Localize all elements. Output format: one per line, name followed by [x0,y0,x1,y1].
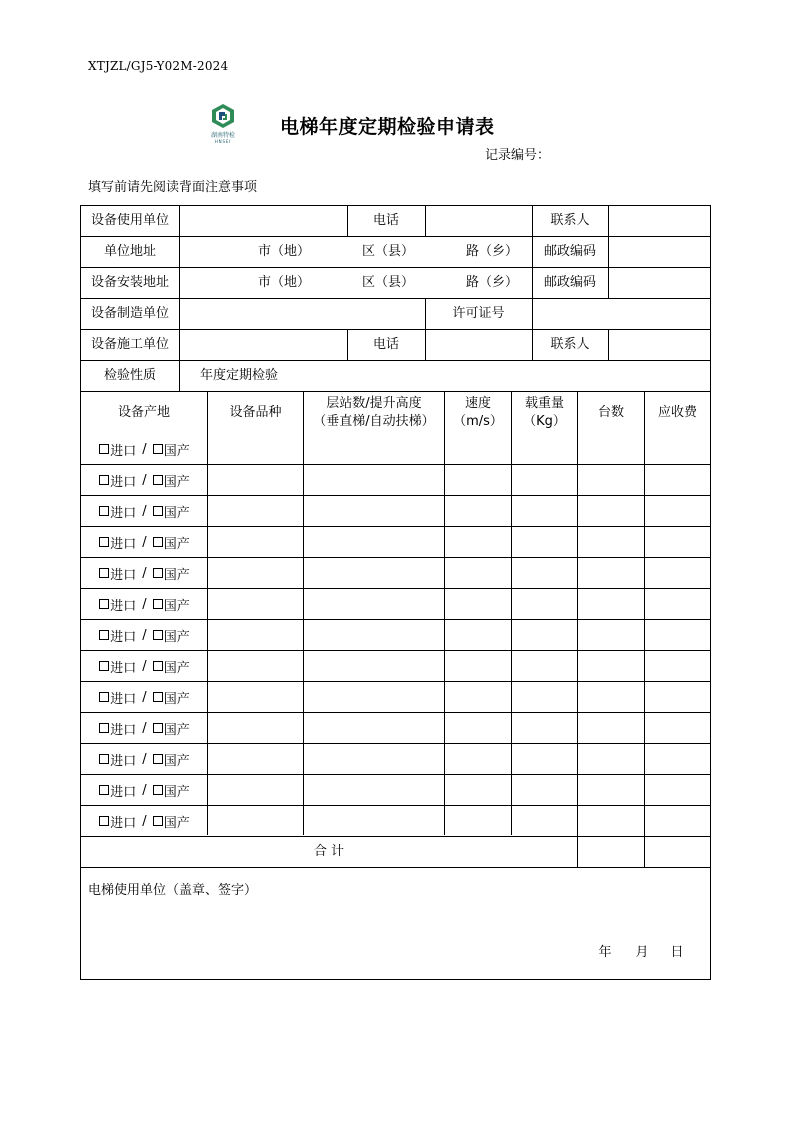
logo-subtext: HNSEI [214,139,232,144]
origin-separator: / [142,627,147,643]
column-floors [304,392,444,433]
label-postcode: 邮政编码 [543,244,596,260]
domestic-checkbox[interactable] [153,754,163,764]
label-inspection-type: 检验性质 [103,368,156,384]
imported-checkbox[interactable] [99,630,109,640]
domestic-checkbox[interactable] [153,785,163,795]
floors-field[interactable] [304,496,444,526]
fee-field[interactable] [645,558,710,588]
user-contact-field[interactable] [609,206,710,236]
record-number-label: 记录编号： [485,148,551,163]
imported-label: 进口 [110,536,137,552]
count-field[interactable] [578,496,644,526]
origin-separator: / [142,658,147,674]
imported-label: 进口 [110,505,137,521]
total-fee-field[interactable] [645,836,710,867]
date-month: 月 [635,945,649,961]
imported-checkbox[interactable] [99,723,109,733]
column-fee: 应收费 [657,404,697,420]
variety-field[interactable] [208,620,303,650]
domestic-label: 国产 [163,567,190,583]
load-field[interactable] [512,558,577,588]
load-field[interactable] [512,651,577,681]
speed-field[interactable] [445,713,511,743]
variety-field[interactable] [208,589,303,619]
origin-choice [81,806,208,836]
label-unit-address: 单位地址 [103,244,156,260]
constructor-phone-field[interactable] [426,330,532,360]
load-field[interactable] [512,744,577,774]
domestic-label: 国产 [163,505,190,521]
count-field[interactable] [578,775,644,805]
count-field[interactable] [578,434,644,464]
column-load-line2: （Kg） [523,413,566,429]
domestic-checkbox[interactable] [153,475,163,485]
origin-separator: / [142,565,147,581]
imported-checkbox[interactable] [99,816,109,826]
install-postcode-field[interactable] [609,268,710,298]
label-manufacturer: 设备制造单位 [90,306,169,322]
date-year: 年 [598,945,612,961]
imported-checkbox[interactable] [99,754,109,764]
logo-icon [210,103,236,129]
origin-separator: / [142,782,147,798]
imported-label: 进口 [110,567,137,583]
page-title: 电梯年度定期检验申请表 [280,116,495,138]
imported-label: 进口 [110,753,137,769]
imported-label: 进口 [110,598,137,614]
constructor-contact-field[interactable] [609,330,710,360]
count-field[interactable] [578,527,644,557]
label-install-address: 设备安装地址 [90,275,169,291]
application-form [80,205,711,980]
domestic-label: 国产 [163,753,190,769]
load-field[interactable] [512,713,577,743]
domestic-checkbox[interactable] [153,692,163,702]
unit-address-city: 市（地） [257,244,310,260]
install-address-city: 市（地） [257,275,310,291]
imported-label: 进口 [110,443,137,459]
variety-field[interactable] [208,465,303,495]
domestic-checkbox[interactable] [153,630,163,640]
origin-separator: / [142,689,147,705]
origin-choice [81,527,208,557]
column-load-line1: 载重量 [524,395,564,411]
domestic-label: 国产 [163,784,190,800]
load-field[interactable] [512,465,577,495]
speed-field[interactable] [445,775,511,805]
domestic-label: 国产 [163,722,190,738]
floors-field[interactable] [304,558,444,588]
speed-field[interactable] [445,434,511,464]
origin-choice [81,713,208,743]
speed-field[interactable] [445,682,511,712]
column-floors-line1: 层站数/提升高度 [326,395,422,411]
imported-checkbox[interactable] [99,568,109,578]
origin-separator: / [142,503,147,519]
count-field[interactable] [578,558,644,588]
imported-checkbox[interactable] [99,444,109,454]
origin-separator: / [142,720,147,736]
column-count: 台数 [597,404,624,420]
origin-separator: / [142,534,147,550]
imported-label: 进口 [110,722,137,738]
license-no-field[interactable] [533,299,710,329]
origin-choice [81,465,208,495]
imported-checkbox[interactable] [99,599,109,609]
imported-label: 进口 [110,784,137,800]
fee-field[interactable] [645,620,710,650]
imported-checkbox[interactable] [99,661,109,671]
user-phone-field[interactable] [426,206,532,236]
fee-field[interactable] [645,496,710,526]
column-speed [445,392,511,433]
count-field[interactable] [578,806,644,836]
variety-field[interactable] [208,682,303,712]
unit-address-district: 区（县） [361,244,414,260]
column-variety: 设备品种 [229,404,282,420]
imported-checkbox[interactable] [99,692,109,702]
origin-separator: / [142,472,147,488]
load-field[interactable] [512,589,577,619]
load-field[interactable] [512,775,577,805]
unit-address-road: 路（乡） [465,244,518,260]
origin-separator: / [142,813,147,829]
imported-label: 进口 [110,815,137,831]
origin-separator: / [142,596,147,612]
floors-field[interactable] [304,744,444,774]
variety-field[interactable] [208,775,303,805]
origin-choice [81,496,208,526]
domestic-checkbox[interactable] [153,506,163,516]
speed-field[interactable] [445,465,511,495]
label-contact: 联系人 [550,213,590,229]
signature-label: 电梯使用单位（盖章、签字） [88,883,258,899]
imported-checkbox[interactable] [99,785,109,795]
imported-label: 进口 [110,629,137,645]
domestic-checkbox[interactable] [153,568,163,578]
domestic-label: 国产 [163,443,190,459]
load-field[interactable] [512,496,577,526]
load-field[interactable] [512,434,577,464]
imported-label: 进口 [110,660,137,676]
floors-field[interactable] [304,465,444,495]
inspection-type-value: 年度定期检验 [200,368,279,384]
count-field[interactable] [578,620,644,650]
fee-field[interactable] [645,744,710,774]
domestic-label: 国产 [163,536,190,552]
load-field[interactable] [512,682,577,712]
fee-field[interactable] [645,775,710,805]
label-phone-constructor: 电话 [372,337,399,353]
origin-choice [81,589,208,619]
label-constructor: 设备施工单位 [90,337,169,353]
speed-field[interactable] [445,620,511,650]
notice-text: 填写前请先阅读背面注意事项 [88,180,258,195]
column-load [512,392,577,433]
column-speed-line2: （m/s） [453,413,503,429]
speed-field[interactable] [445,806,511,836]
origin-choice [81,744,208,774]
floors-field[interactable] [304,527,444,557]
column-origin: 设备产地 [117,404,170,420]
total-count-field[interactable] [578,836,644,867]
organization-logo [205,103,241,149]
domestic-checkbox[interactable] [153,537,163,547]
count-field[interactable] [578,682,644,712]
floors-field[interactable] [304,682,444,712]
imported-checkbox[interactable] [99,537,109,547]
domestic-label: 国产 [163,691,190,707]
domestic-label: 国产 [163,660,190,676]
unit-postcode-field[interactable] [609,237,710,267]
label-user-unit: 设备使用单位 [90,213,169,229]
floors-field[interactable] [304,651,444,681]
floors-field[interactable] [304,589,444,619]
column-speed-line1: 速度 [464,395,491,411]
speed-field[interactable] [445,744,511,774]
count-field[interactable] [578,465,644,495]
install-address-road: 路（乡） [465,275,518,291]
domestic-label: 国产 [163,474,190,490]
origin-choice [81,651,208,681]
origin-choice [81,620,208,650]
imported-label: 进口 [110,691,137,707]
origin-choice [81,682,208,712]
origin-choice [81,434,208,464]
domestic-label: 国产 [163,815,190,831]
variety-field[interactable] [208,713,303,743]
fee-field[interactable] [645,465,710,495]
variety-field[interactable] [208,806,303,836]
speed-field[interactable] [445,527,511,557]
load-field[interactable] [512,620,577,650]
domestic-label: 国产 [163,598,190,614]
variety-field[interactable] [208,744,303,774]
manufacturer-field[interactable] [180,299,425,329]
speed-field[interactable] [445,558,511,588]
count-field[interactable] [578,651,644,681]
floors-field[interactable] [304,620,444,650]
total-label: 合 计 [313,843,345,859]
domestic-checkbox[interactable] [153,599,163,609]
floors-field[interactable] [304,434,444,464]
load-field[interactable] [512,527,577,557]
variety-field[interactable] [208,496,303,526]
imported-checkbox[interactable] [99,506,109,516]
fee-field[interactable] [645,806,710,836]
install-address-district: 区（县） [361,275,414,291]
variety-field[interactable] [208,558,303,588]
fee-field[interactable] [645,682,710,712]
floors-field[interactable] [304,713,444,743]
document-code: XTJZL/GJ5-Y02M-2024 [88,59,229,73]
speed-field[interactable] [445,496,511,526]
domestic-label: 国产 [163,629,190,645]
floors-field[interactable] [304,775,444,805]
variety-field[interactable] [208,434,303,464]
domestic-checkbox[interactable] [153,816,163,826]
origin-choice [81,775,208,805]
date-day: 日 [670,945,684,961]
count-field[interactable] [578,713,644,743]
count-field[interactable] [578,744,644,774]
user-unit-field[interactable] [180,206,347,236]
load-field[interactable] [512,806,577,836]
fee-field[interactable] [645,713,710,743]
imported-checkbox[interactable] [99,475,109,485]
floors-field[interactable] [304,806,444,836]
label-phone: 电话 [372,213,399,229]
label-postcode-install: 邮政编码 [543,275,596,291]
label-contact-constructor: 联系人 [550,337,590,353]
count-field[interactable] [578,589,644,619]
domestic-checkbox[interactable] [153,723,163,733]
label-license-no: 许可证号 [452,306,505,322]
domestic-checkbox[interactable] [153,444,163,454]
imported-label: 进口 [110,474,137,490]
constructor-field[interactable] [180,330,347,360]
column-floors-line2: （垂直梯/自动扶梯） [313,413,435,429]
origin-separator: / [142,751,147,767]
fee-field[interactable] [645,651,710,681]
origin-separator: / [142,441,147,457]
domestic-checkbox[interactable] [153,661,163,671]
fee-field[interactable] [645,527,710,557]
variety-field[interactable] [208,651,303,681]
logo-text: 湖南特检 [210,132,235,139]
fee-field[interactable] [645,589,710,619]
speed-field[interactable] [445,651,511,681]
origin-choice [81,558,208,588]
speed-field[interactable] [445,589,511,619]
fee-field[interactable] [645,434,710,464]
variety-field[interactable] [208,527,303,557]
